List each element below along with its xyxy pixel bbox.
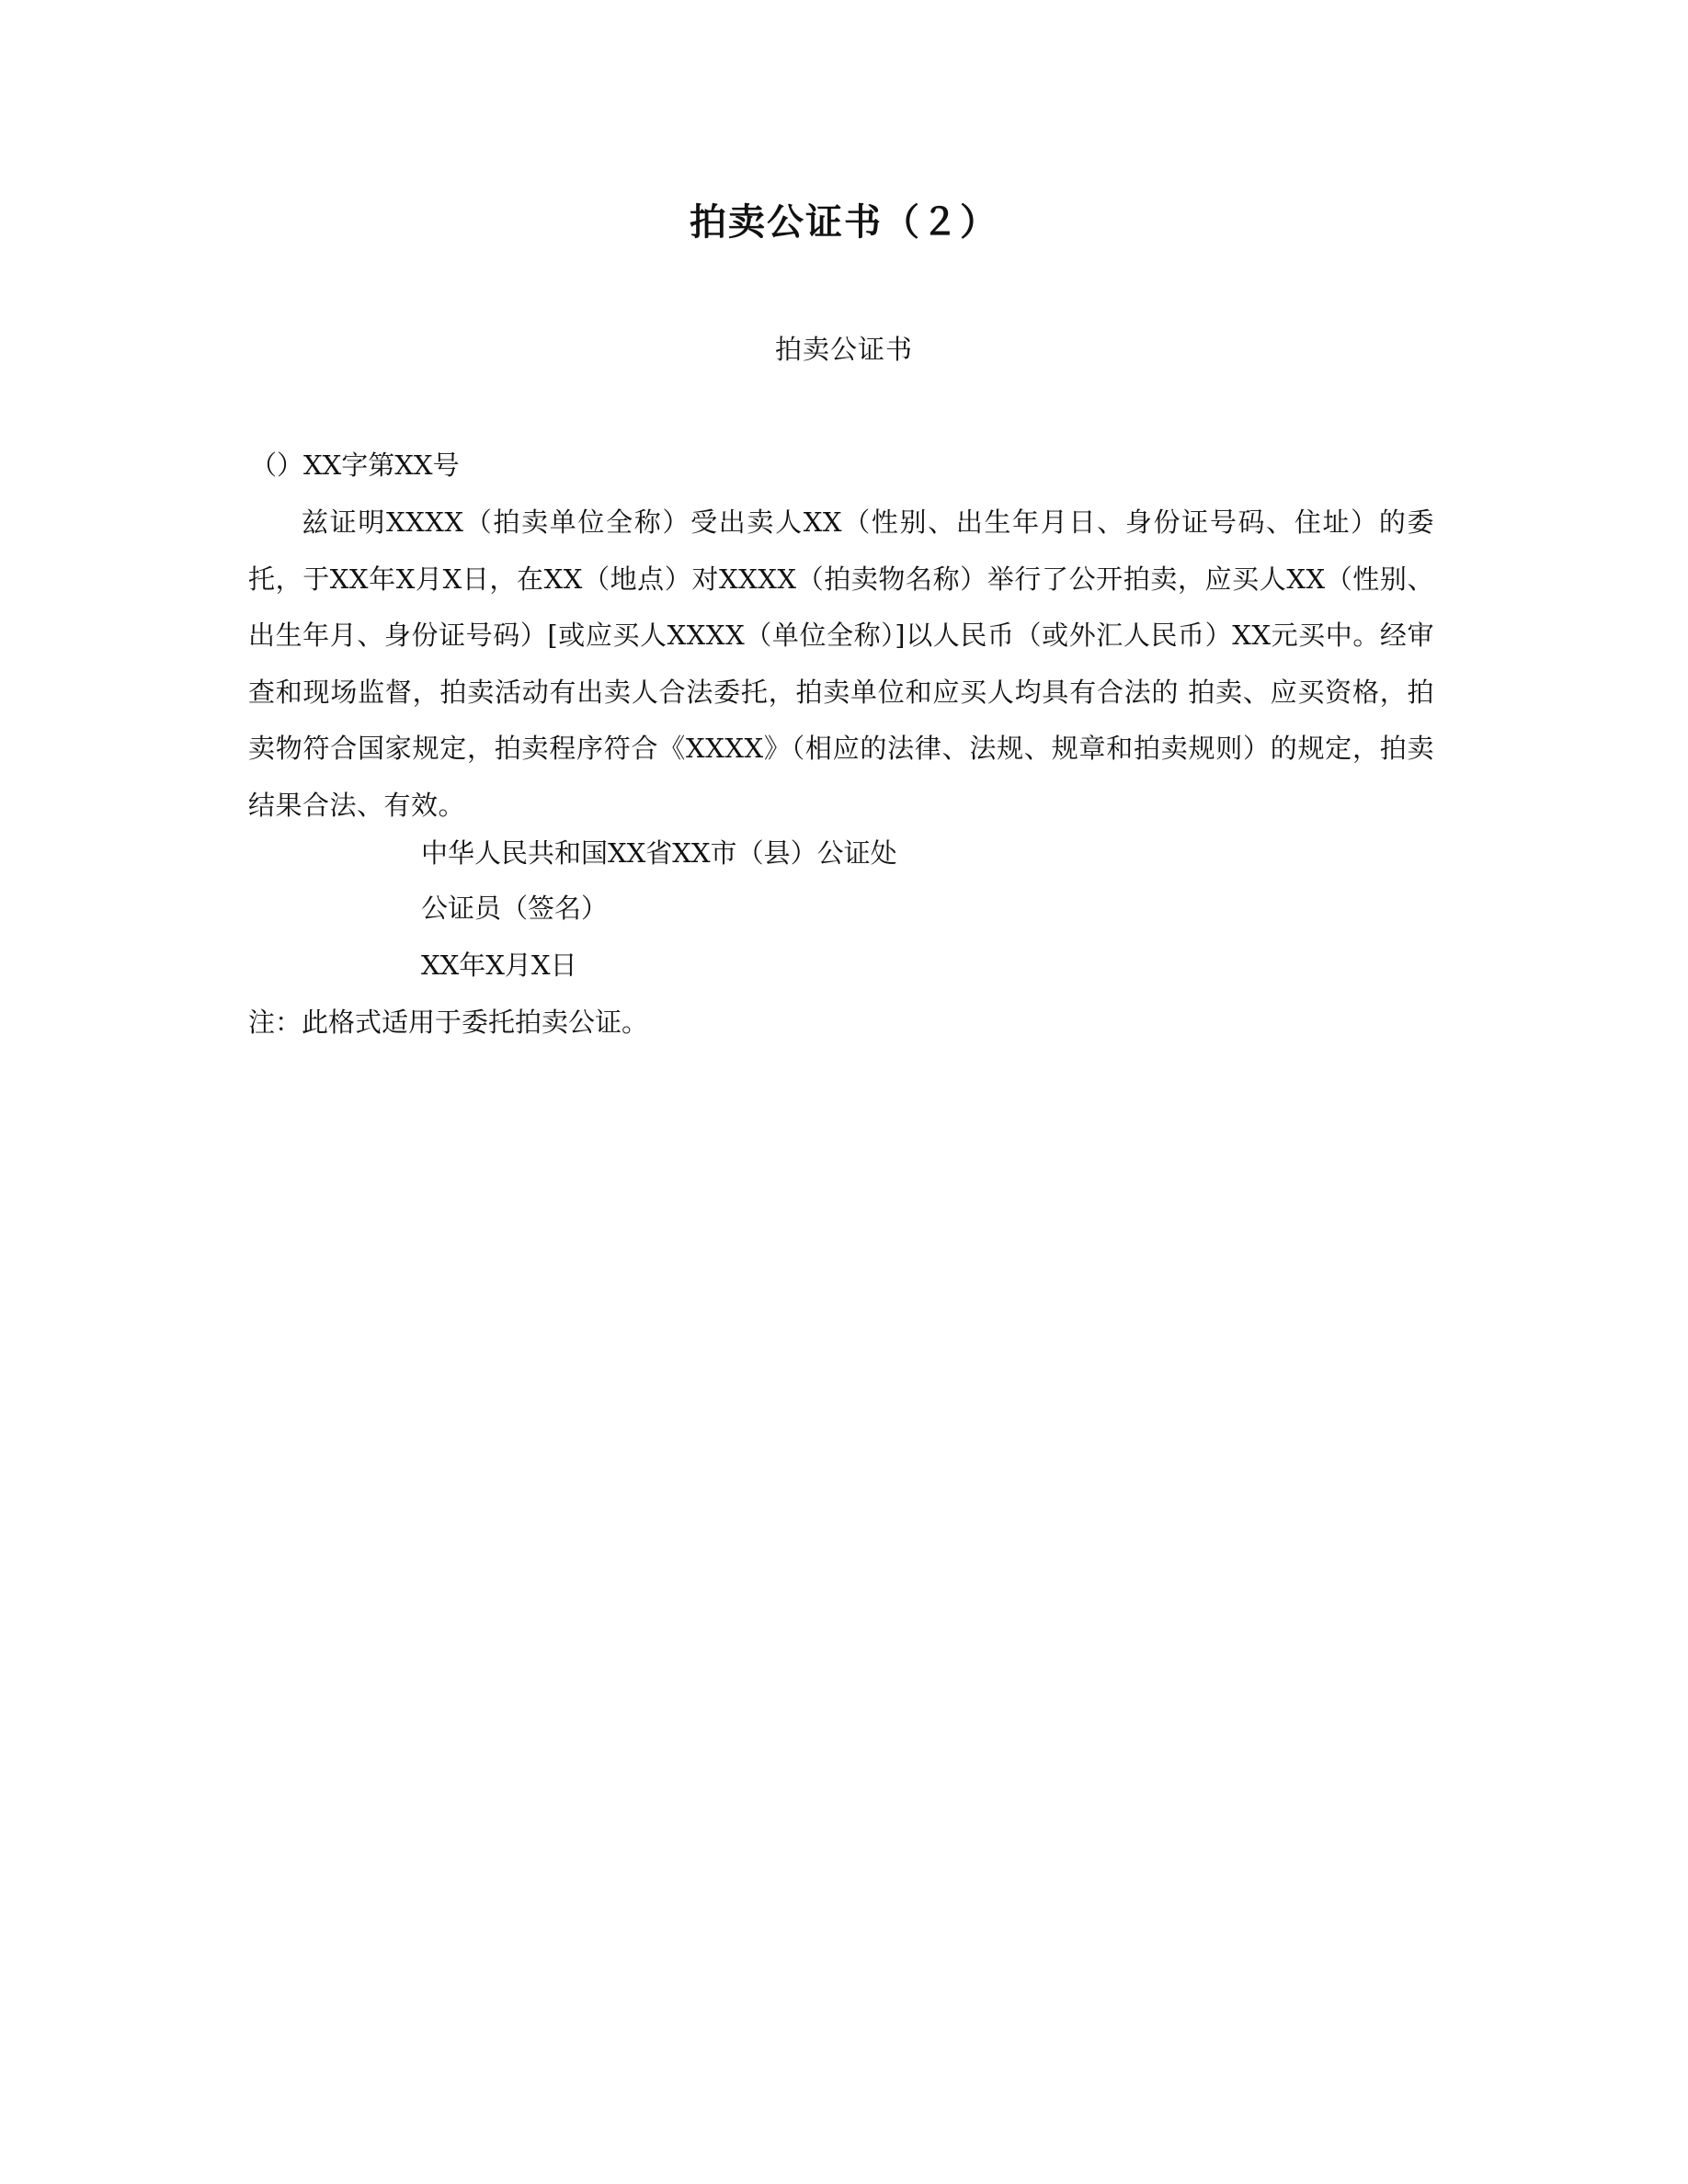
usage-note: 注：此格式适用于委托拍卖公证。 [248,1007,649,1038]
certificate-date: XX年X月X日 [421,950,577,981]
notary-signature: 公证员（签名） [421,893,609,924]
certificate-body: 兹证明XXXX（拍卖单位全称）受出卖人XX（性别、出生年月日、身份证号码、住址）的委托，于XX年X月X日，在XX（地点）对XXXX（拍卖物名称）举行了公开拍卖，应买人XX（性别、出生年月、身份证号码）[或应买人XXXX（单位全称）]以人民币（或外汇人民币）XX元买中。经审查和现场监督，拍卖活动有出卖人合法委托，拍卖单位和应买人均具有合法的 拍卖、应买资格，拍卖物符合国家规定，拍卖程序符合《XXXX》（相应的法律、法规、规章和拍卖规则）的规定，拍卖结果合法、有效。 [248,506,1434,821]
document-title: 拍卖公证书（２） [690,201,998,244]
document-number: （）XX字第XX号 [250,449,460,481]
notary-office: 中华人民共和国XX省XX市（县）公证处 [421,837,897,869]
document-subtitle: 拍卖公证书 [774,334,913,365]
